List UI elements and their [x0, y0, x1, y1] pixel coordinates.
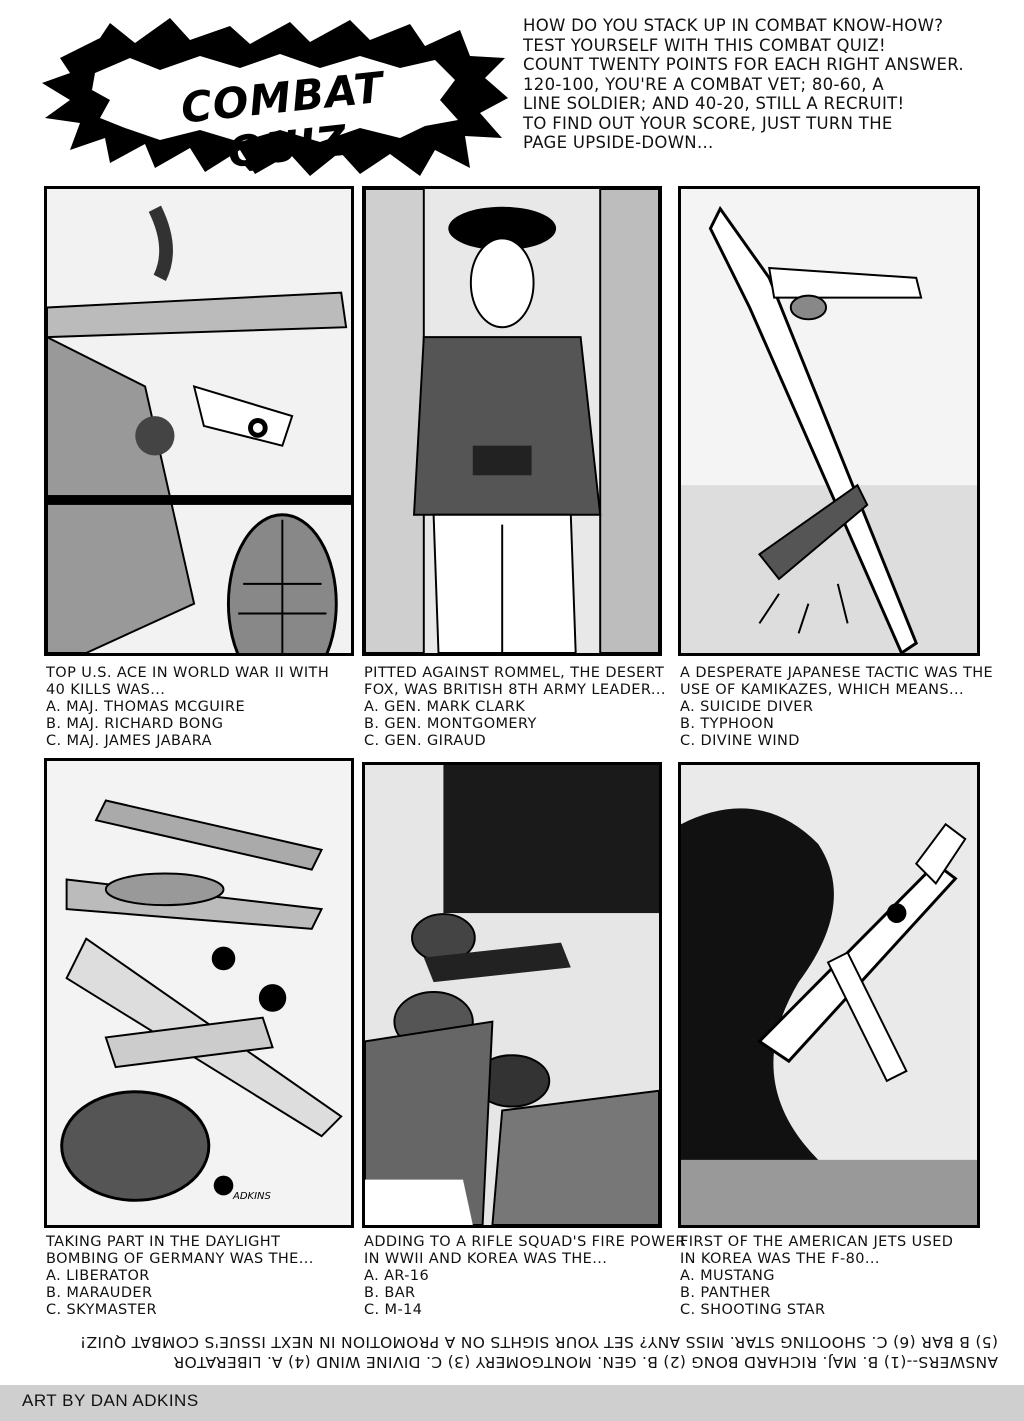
intro-line: TEST YOURSELF WITH THIS COMBAT QUIZ!: [523, 35, 886, 55]
answer-option: A. LIBERATOR: [46, 1268, 150, 1284]
answer-option: A. MUSTANG: [680, 1268, 775, 1284]
page-title: COMBAT QUIZ: [178, 62, 387, 177]
bomber-illustration: [47, 761, 351, 1225]
intro-line: PAGE UPSIDE-DOWN...: [523, 133, 714, 152]
kamikaze-plane-illustration: [681, 189, 977, 653]
answer-option: B. BAR: [364, 1285, 416, 1301]
question-text: USE OF KAMIKAZES, WHICH MEANS...: [680, 682, 965, 698]
answer-option: C. SKYMASTER: [46, 1302, 157, 1318]
answer-option: B. MAJ. RICHARD BONG: [46, 716, 224, 732]
question-text: IN WWII AND KOREA WAS THE...: [364, 1251, 608, 1267]
answer-option: C. GEN. GIRAUD: [364, 733, 487, 749]
question-text: FOX, WAS BRITISH 8TH ARMY LEADER...: [364, 682, 666, 698]
answer-option: A. AR-16: [364, 1268, 430, 1284]
panel-6-illustration: [678, 762, 980, 1228]
upside-down-answers: [28, 1332, 998, 1372]
answer-option: C. M-14: [364, 1302, 423, 1318]
answer-option: C. DIVINE WIND: [680, 733, 800, 749]
question-3: [680, 665, 993, 750]
title-burst: [40, 18, 510, 178]
intro-line: 120-100, YOU'RE A COMBAT VET; 80-60, A: [523, 74, 884, 94]
answer-option: A. MAJ. THOMAS MCGUIRE: [46, 699, 246, 715]
question-2: [364, 665, 666, 750]
question-text: TOP U.S. ACE IN WORLD WAR II WITH: [46, 665, 330, 681]
intro-line: COUNT TWENTY POINTS FOR EACH RIGHT ANSWER.: [523, 55, 964, 74]
answer-option: C. MAJ. JAMES JABARA: [46, 733, 212, 749]
question-text: FIRST OF THE AMERICAN JETS USED: [680, 1234, 954, 1250]
question-text: A DESPERATE JAPANESE TACTIC WAS THE: [680, 665, 994, 681]
art-credit: ART BY DAN ADKINS: [22, 1391, 199, 1410]
question-1: [46, 665, 329, 750]
panel-2-illustration: [362, 186, 662, 656]
panel-4-illustration: [44, 758, 354, 1228]
jet-plane-illustration: [681, 765, 977, 1225]
question-6: [680, 1234, 953, 1319]
artist-signature: ADKINS: [233, 1191, 271, 1202]
answer-option: A. SUICIDE DIVER: [680, 699, 814, 715]
answer-option: B. GEN. MONTGOMERY: [364, 716, 537, 732]
general-portrait-illustration: [365, 189, 659, 653]
answer-option: B. TYPHOON: [680, 716, 775, 732]
question-text: ADDING TO A RIFLE SQUAD'S FIRE POWER: [364, 1234, 686, 1250]
intro-line: HOW DO YOU STACK UP IN COMBAT KNOW-HOW?: [523, 16, 944, 35]
question-text: PITTED AGAINST ROMMEL, THE DESERT: [364, 665, 665, 681]
panel-3-illustration: [678, 186, 980, 656]
answer-option: C. SHOOTING STAR: [680, 1302, 826, 1318]
answers-line: ANSWERS--(1) B. MAJ. RICHARD BONG (2) B. GEN. MONTGOMERY (3) C. DIVINE WIND (4) A. LIBERATOR: [173, 1353, 998, 1371]
answer-option: B. MARAUDER: [46, 1285, 153, 1301]
answer-option: A. GEN. MARK CLARK: [364, 699, 526, 715]
panel-1-illustration: [44, 186, 354, 656]
intro-line: LINE SOLDIER; AND 40-20, STILL A RECRUIT!: [523, 94, 905, 113]
answer-option: B. PANTHER: [680, 1285, 771, 1301]
question-text: IN KOREA WAS THE F-80...: [680, 1251, 880, 1267]
question-text: TAKING PART IN THE DAYLIGHT: [46, 1234, 281, 1250]
soldiers-illustration: [365, 765, 659, 1225]
footer-bar: [0, 1385, 1024, 1421]
panel-5-illustration: [362, 762, 662, 1228]
fighter-plane-illustration: [47, 189, 351, 653]
answers-line: (5) B BAR (6) C. SHOOTING STAR. MISS ANY? SET YOUR SIGHTS ON A PROMOTION IN NEXT ISSUE'S COMBAT QUIZ!: [79, 1333, 998, 1351]
question-4: [46, 1234, 314, 1319]
question-text: 40 KILLS WAS...: [46, 682, 166, 698]
intro-text: [523, 16, 1003, 153]
question-text: BOMBING OF GERMANY WAS THE...: [46, 1251, 314, 1267]
intro-line: TO FIND OUT YOUR SCORE, JUST TURN THE: [523, 113, 893, 133]
question-5: [364, 1234, 686, 1319]
